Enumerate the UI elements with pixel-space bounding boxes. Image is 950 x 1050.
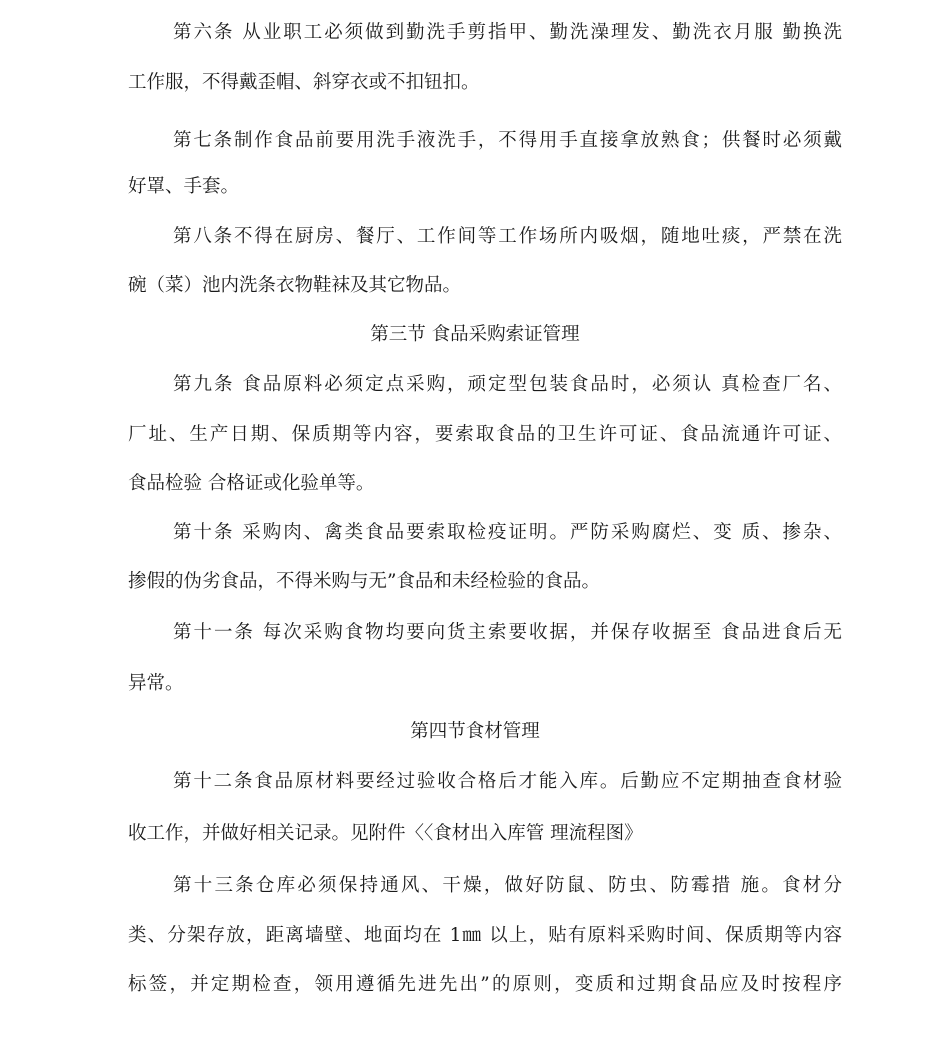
article-9-line-2: 厂址、生产日期、保质期等内容，要索取食品的卫生许可证、食品流通许可证、 [128, 424, 842, 445]
article-6-line-1: 第六条 从业职工必须做到勤洗手剪指甲、勤洗澡理发、勤洗衣月服 勤换洗 [173, 22, 842, 43]
section-4-heading: 第四节食材管理 [410, 721, 540, 742]
article-9-line-3: 食品检验 合格证或化验单等。 [128, 473, 375, 494]
article-13-line-3: 标签，并定期检查，领用遵循先进先出”的原则，变质和过期食品应及时按程序 [128, 974, 842, 995]
article-11-line-1: 第十一条 每次采购食物均要向货主索要收据，并保存收据至 食品进食后无 [173, 622, 842, 643]
article-10-line-1: 第十条 采购肉、禽类食品要索取检疫证明。严防采购腐烂、变 质、掺杂、 [173, 522, 842, 543]
article-8-line-1: 第八条不得在厨房、餐厅、工作间等工作场所内吸烟，随地吐痰，严禁在洗 [173, 226, 842, 247]
article-7-line-2: 好罩、手套。 [128, 176, 240, 197]
article-12-line-1: 第十二条食品原材料要经过验收合格后才能入库。后勤应不定期抽查食材验 [173, 771, 842, 792]
article-7-line-1: 第七条制作食品前要用洗手液洗手，不得用手直接拿放熟食；供餐时必须戴 [173, 130, 842, 151]
article-10-line-2: 掺假的伪劣食品，不得米购与无”食品和未经检验的食品。 [128, 571, 600, 592]
section-3-heading: 第三节 食品采购索证管理 [370, 324, 580, 345]
article-11-line-2: 异常。 [128, 673, 184, 694]
article-13-line-2: 类、分架存放，距离墙壁、地面均在 1㎜ 以上，贴有原料采购时间、保质期等内容 [128, 925, 842, 946]
article-13-line-1: 第十三条仓库必须保持通风、干燥，做好防鼠、防虫、防霉措 施。食材分 [173, 875, 842, 896]
article-6-line-2: 工作服，不得戴歪帽、斜穿衣或不扣钮扣。 [128, 72, 480, 93]
article-9-line-1: 第九条 食品原料必须定点采购，顽定型包装食品时，必须认 真检查厂名、 [173, 374, 842, 395]
article-8-line-2: 碗（菜）池内洗条衣物鞋袜及其它物品。 [128, 275, 462, 296]
article-12-line-2: 收工作，并做好相关记录。见附件〈〈食材出入库管 理流程图》 [128, 823, 643, 844]
